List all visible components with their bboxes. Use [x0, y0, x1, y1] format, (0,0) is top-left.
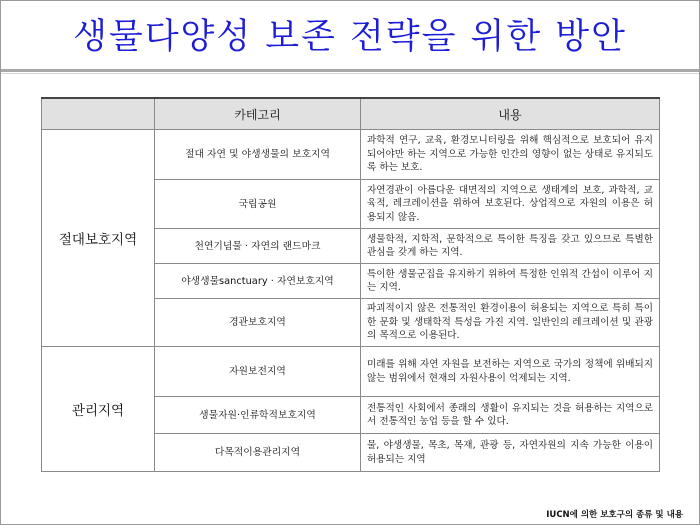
row-content: 과학적 연구, 교육, 환경모니터링을 위해 핵심적으로 보호되어 유지되어야만 하는 지역으로 가능한 인간의 영향이 없는 상태로 유지되도록 하는 보호. — [361, 130, 660, 180]
row-content: 전통적인 사회에서 종래의 생활이 유지되는 것을 허용하는 지역으로서 전통적인 농업 등을 할 수 있다. — [361, 397, 660, 434]
header-group-blank — [42, 98, 155, 130]
group-label: 관리지역 — [42, 347, 155, 472]
row-category: 국립공원 — [155, 180, 361, 229]
row-category: 천연기념물 · 자연의 랜드마크 — [155, 229, 361, 264]
table-header-row — [42, 98, 660, 130]
header-content: 내용 — [361, 98, 660, 130]
row-content: 파괴적이지 않은 전통적인 환경이용이 허용되는 지역으로 특히 특이한 문화 및 생태학적 특성을 가진 지역. 일반인의 레크레이션 및 관광의 목적으로 이용된다. — [361, 299, 660, 347]
row-category: 자원보전지역 — [155, 347, 361, 397]
table-row — [42, 347, 660, 397]
source-caption: IUCN에 의한 보호구의 종류 및 내용 — [546, 510, 683, 520]
row-category: 절대 자연 및 야생생물의 보호지역 — [155, 130, 361, 180]
row-content: 자연경관이 아름다운 대면적의 지역으로 생태계의 보호, 과학적, 교육적, 레크레이션을 위하여 보호된다. 상업적으로 자원의 이용은 허용되지 않음. — [361, 180, 660, 229]
header-category: 카테고리 — [155, 98, 361, 130]
row-category: 경관보호지역 — [155, 299, 361, 347]
title-divider-secondary — [1, 73, 699, 74]
title-divider — [1, 69, 699, 72]
row-content: 특이한 생물군집을 유지하기 위하여 특정한 인위적 간섭이 이루어 지는 지역. — [361, 264, 660, 299]
row-content: 생물학적, 지학적, 문학적으로 특이한 특징을 갖고 있으므로 특별한 관심을 갖게 하는 지역. — [361, 229, 660, 264]
protected-area-table — [41, 97, 660, 472]
row-content: 미래를 위해 자연 자원을 보전하는 지역으로 국가의 정책에 위배되지 않는 범위에서 현재의 자원사용이 억제되는 지역. — [361, 347, 660, 397]
row-category: 야생생물sanctuary · 자연보호지역 — [155, 264, 361, 299]
row-category: 다목적이용관리지역 — [155, 434, 361, 472]
table-row — [42, 130, 660, 180]
row-category: 생물자원·인류학적보호지역 — [155, 397, 361, 434]
group-label: 절대보호지역 — [42, 130, 155, 347]
row-content: 물, 야생생물, 목초, 목재, 관광 등, 자연자원의 지속 가능한 이용이 허용되는 지역 — [361, 434, 660, 472]
page-title: 생물다양성 보존 전략을 위한 방안 — [73, 17, 627, 57]
